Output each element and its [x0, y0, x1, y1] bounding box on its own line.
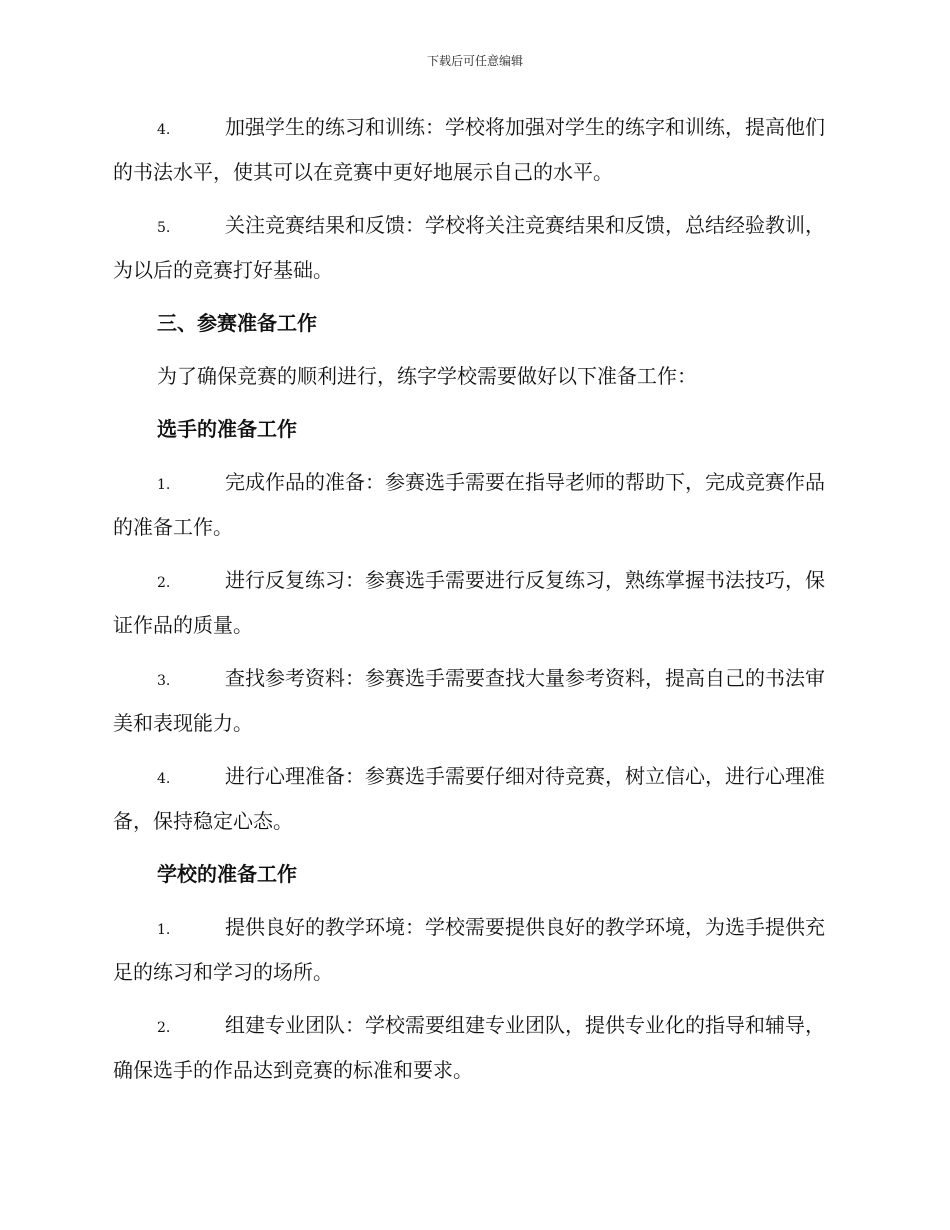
section-heading: 三、参赛准备工作 [157, 311, 317, 335]
list-item [113, 106, 835, 193]
page-header: 下载后可任意编辑 [426, 54, 523, 68]
subsection-heading: 选手的准备工作 [157, 417, 297, 441]
list-item [113, 1004, 835, 1091]
list-item [113, 657, 835, 744]
list-text: 组建专业团队：学校需要组建专业团队，提供专业化的指导和辅导，确保选手的作品达到竞赛的标准和要求。 [113, 1013, 825, 1082]
list-item [113, 461, 835, 548]
document-body [113, 106, 835, 1102]
subsection-heading: 学校的准备工作 [157, 862, 297, 886]
list-item [113, 906, 835, 993]
list-number: 5. [157, 220, 171, 236]
list-text: 提供良好的教学环境：学校需要提供良好的教学环境，为选手提供充足的练习和学习的场所。 [113, 915, 825, 984]
list-text: 完成作品的准备：参赛选手需要在指导老师的帮助下，完成竞赛作品的准备工作。 [113, 470, 825, 539]
list-number: 2. [157, 575, 171, 591]
list-text: 加强学生的练习和训练：学校将加强对学生的练字和训练，提高他们的书法水平，使其可以在竞赛中更好地展示自己的水平。 [113, 115, 825, 184]
list-number: 3. [157, 673, 171, 689]
list-item [113, 559, 835, 646]
list-text: 查找参考资料：参赛选手需要查找大量参考资料，提高自己的书法审美和表现能力。 [113, 666, 825, 735]
list-number: 2. [157, 1020, 171, 1036]
list-number: 4. [157, 122, 171, 138]
list-item [113, 204, 835, 291]
list-number: 1. [157, 922, 171, 938]
list-number: 1. [157, 477, 171, 493]
list-item [113, 755, 835, 842]
list-text: 进行反复练习：参赛选手需要进行反复练习，熟练掌握书法技巧，保证作品的质量。 [113, 568, 825, 637]
list-text: 进行心理准备：参赛选手需要仔细对待竞赛，树立信心，进行心理准备，保持稳定心态。 [113, 764, 825, 833]
paragraph: 为了确保竞赛的顺利进行，练字学校需要做好以下准备工作： [157, 364, 697, 388]
list-text: 关注竞赛结果和反馈：学校将关注竞赛结果和反馈，总结经验教训，为以后的竞赛打好基础。 [113, 213, 825, 282]
list-number: 4. [157, 771, 171, 787]
